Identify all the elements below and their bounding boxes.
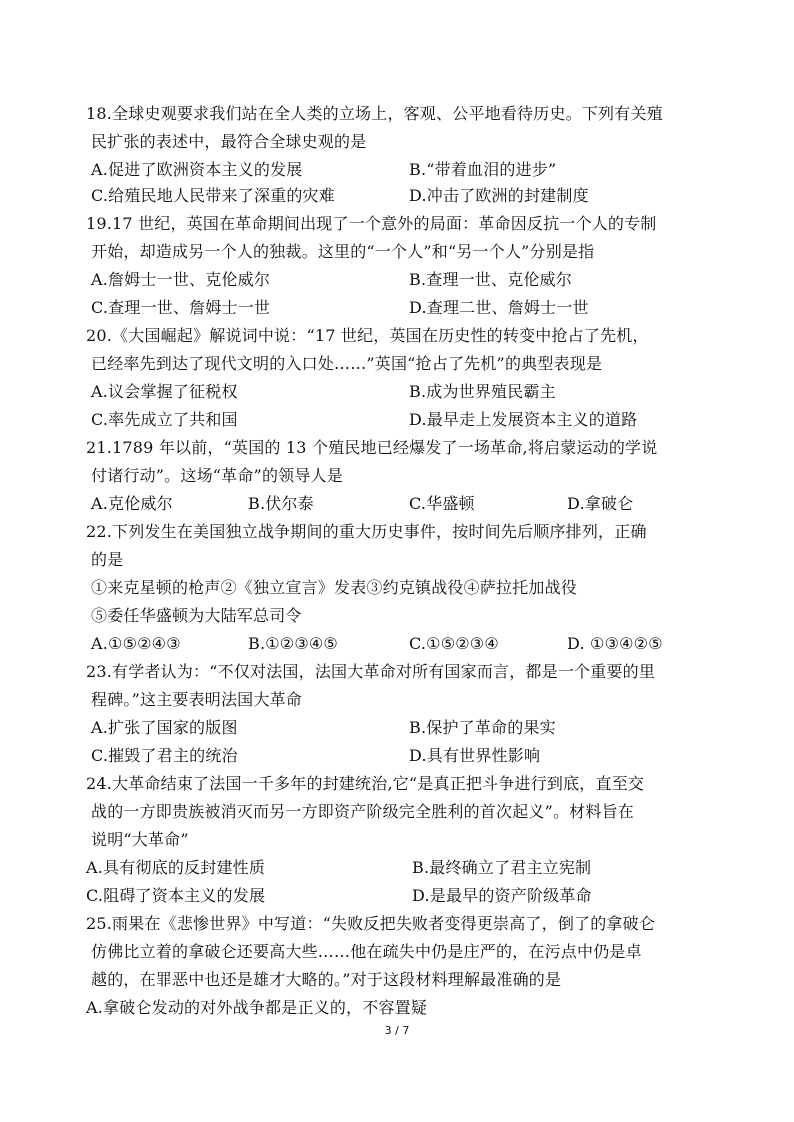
q19-option-d: D.查理二世、詹姆士一世 <box>409 298 589 317</box>
q22-option-a: A.①⑤②④③ <box>91 634 181 653</box>
q21-option-d: D.拿破仑 <box>567 494 634 513</box>
q19-option-c: C.查理一世、詹姆士一世 <box>91 298 271 317</box>
q18-stem-line1: 18.全球史观要求我们站在全人类的立场上，客观、公平地看待历史。下列有关殖 <box>86 104 663 123</box>
q25-option-a: A.拿破仑发动的对外战争都是正义的，不容置疑 <box>86 998 428 1017</box>
q25-stem-line3: 越的，在罪恶中也还是雄才大略的。”对于这段材料理解最准确的是 <box>91 970 562 989</box>
q20-stem-line1: 20.《大国崛起》解说词中说：“17 世纪，英国在历史性的转变中抢占了先机， <box>86 326 649 345</box>
q24-stem-line2: 战的一方即贵族被消灭而另一方即资产阶级完全胜利的首次起义”。材料旨在 <box>91 802 634 821</box>
q20-option-a: A.议会掌握了征税权 <box>91 382 238 401</box>
page-number: 3 / 7 <box>384 1024 410 1037</box>
q21-option-b: B.伏尔泰 <box>248 494 314 513</box>
q21-stem-line1: 21.1789 年以前，“英国的 13 个殖民地已经爆发了一场革命,将启蒙运动的学说 <box>86 438 658 457</box>
q23-stem-line2: 程碑。”这主要表明法国大革命 <box>91 690 302 709</box>
q25-stem-line1: 25.雨果在《悲惨世界》中写道：“失败反把失败者变得更崇高了，倒了的拿破仑 <box>86 914 656 933</box>
q24-option-c: C.阻碍了资本主义的发展 <box>86 886 266 905</box>
q24-option-a: A.具有彻底的反封建性质 <box>86 858 266 877</box>
q24-option-d: D.是最早的资产阶级革命 <box>412 886 592 905</box>
q23-option-b: B.保护了革命的果实 <box>409 718 556 737</box>
q22-events-line2: ⑤委任华盛顿为大陆军总司令 <box>91 606 302 625</box>
q24-stem-line3: 说明“大革命” <box>91 830 189 849</box>
q22-option-c: C.①⑤②③④ <box>409 634 499 653</box>
q24-option-b: B.最终确立了君主立宪制 <box>412 858 592 877</box>
q23-option-a: A.扩张了国家的版图 <box>91 718 238 737</box>
q22-stem-line1: 22.下列发生在美国独立战争期间的重大历史事件，按时间先后顺序排列，正确 <box>86 522 647 541</box>
q22-stem-line2: 的是 <box>91 550 124 569</box>
q18-option-c: C.给殖民地人民带来了深重的灾难 <box>91 186 335 205</box>
q21-stem-line2: 付诸行动”。这场“革命”的领导人是 <box>91 466 343 485</box>
q18-option-d: D.冲击了欧洲的封建制度 <box>409 186 589 205</box>
q18-option-b: B.“带着血泪的进步” <box>409 160 557 179</box>
q20-option-c: C.率先成立了共和国 <box>91 410 238 429</box>
q18-option-a: A.促进了欧洲资本主义的发展 <box>91 160 303 179</box>
q19-option-b: B.查理一世、克伦威尔 <box>409 270 573 289</box>
q19-option-a: A.詹姆士一世、克伦威尔 <box>91 270 271 289</box>
q25-stem-line2: 仿佛比立着的拿破仑还要高大些……他在疏失中仍是庄严的，在污点中仍是卓 <box>91 942 642 961</box>
q21-option-a: A.克伦威尔 <box>91 494 173 513</box>
q23-option-d: D.具有世界性影响 <box>409 746 541 765</box>
q22-events-line1: ①来克星顿的枪声②《独立宣言》发表③约克镇战役④萨拉托加战役 <box>91 578 578 597</box>
q20-option-b: B.成为世界殖民霸主 <box>409 382 556 401</box>
q19-stem-line1: 19.17 世纪，英国在革命期间出现了一个意外的局面：革命因反抗一个人的专制 <box>86 214 657 233</box>
q22-option-d: D. ①③④②⑤ <box>567 634 663 653</box>
q20-option-d: D.最早走上发展资本主义的道路 <box>409 410 638 429</box>
q19-stem-line2: 开始，却造成另一个人的独裁。这里的“一个人”和“另一个人”分别是指 <box>91 242 595 261</box>
q23-stem-line1: 23.有学者认为：“不仅对法国，法国大革命对所有国家而言，都是一个重要的里 <box>86 662 656 681</box>
q18-stem-line2: 民扩张的表述中，最符合全球史观的是 <box>91 132 367 151</box>
q21-option-c: C.华盛顿 <box>409 494 475 513</box>
q23-option-c: C.摧毁了君主的统治 <box>91 746 238 765</box>
q20-stem-line2: 已经率先到达了现代文明的入口处……”英国“抢占了先机”的典型表现是 <box>91 354 603 373</box>
q24-stem-line1: 24.大革命结束了法国一千多年的封建统治,它“是真正把斗争进行到底，直至交 <box>86 774 645 793</box>
q22-option-b: B.①②③④⑤ <box>248 634 338 653</box>
